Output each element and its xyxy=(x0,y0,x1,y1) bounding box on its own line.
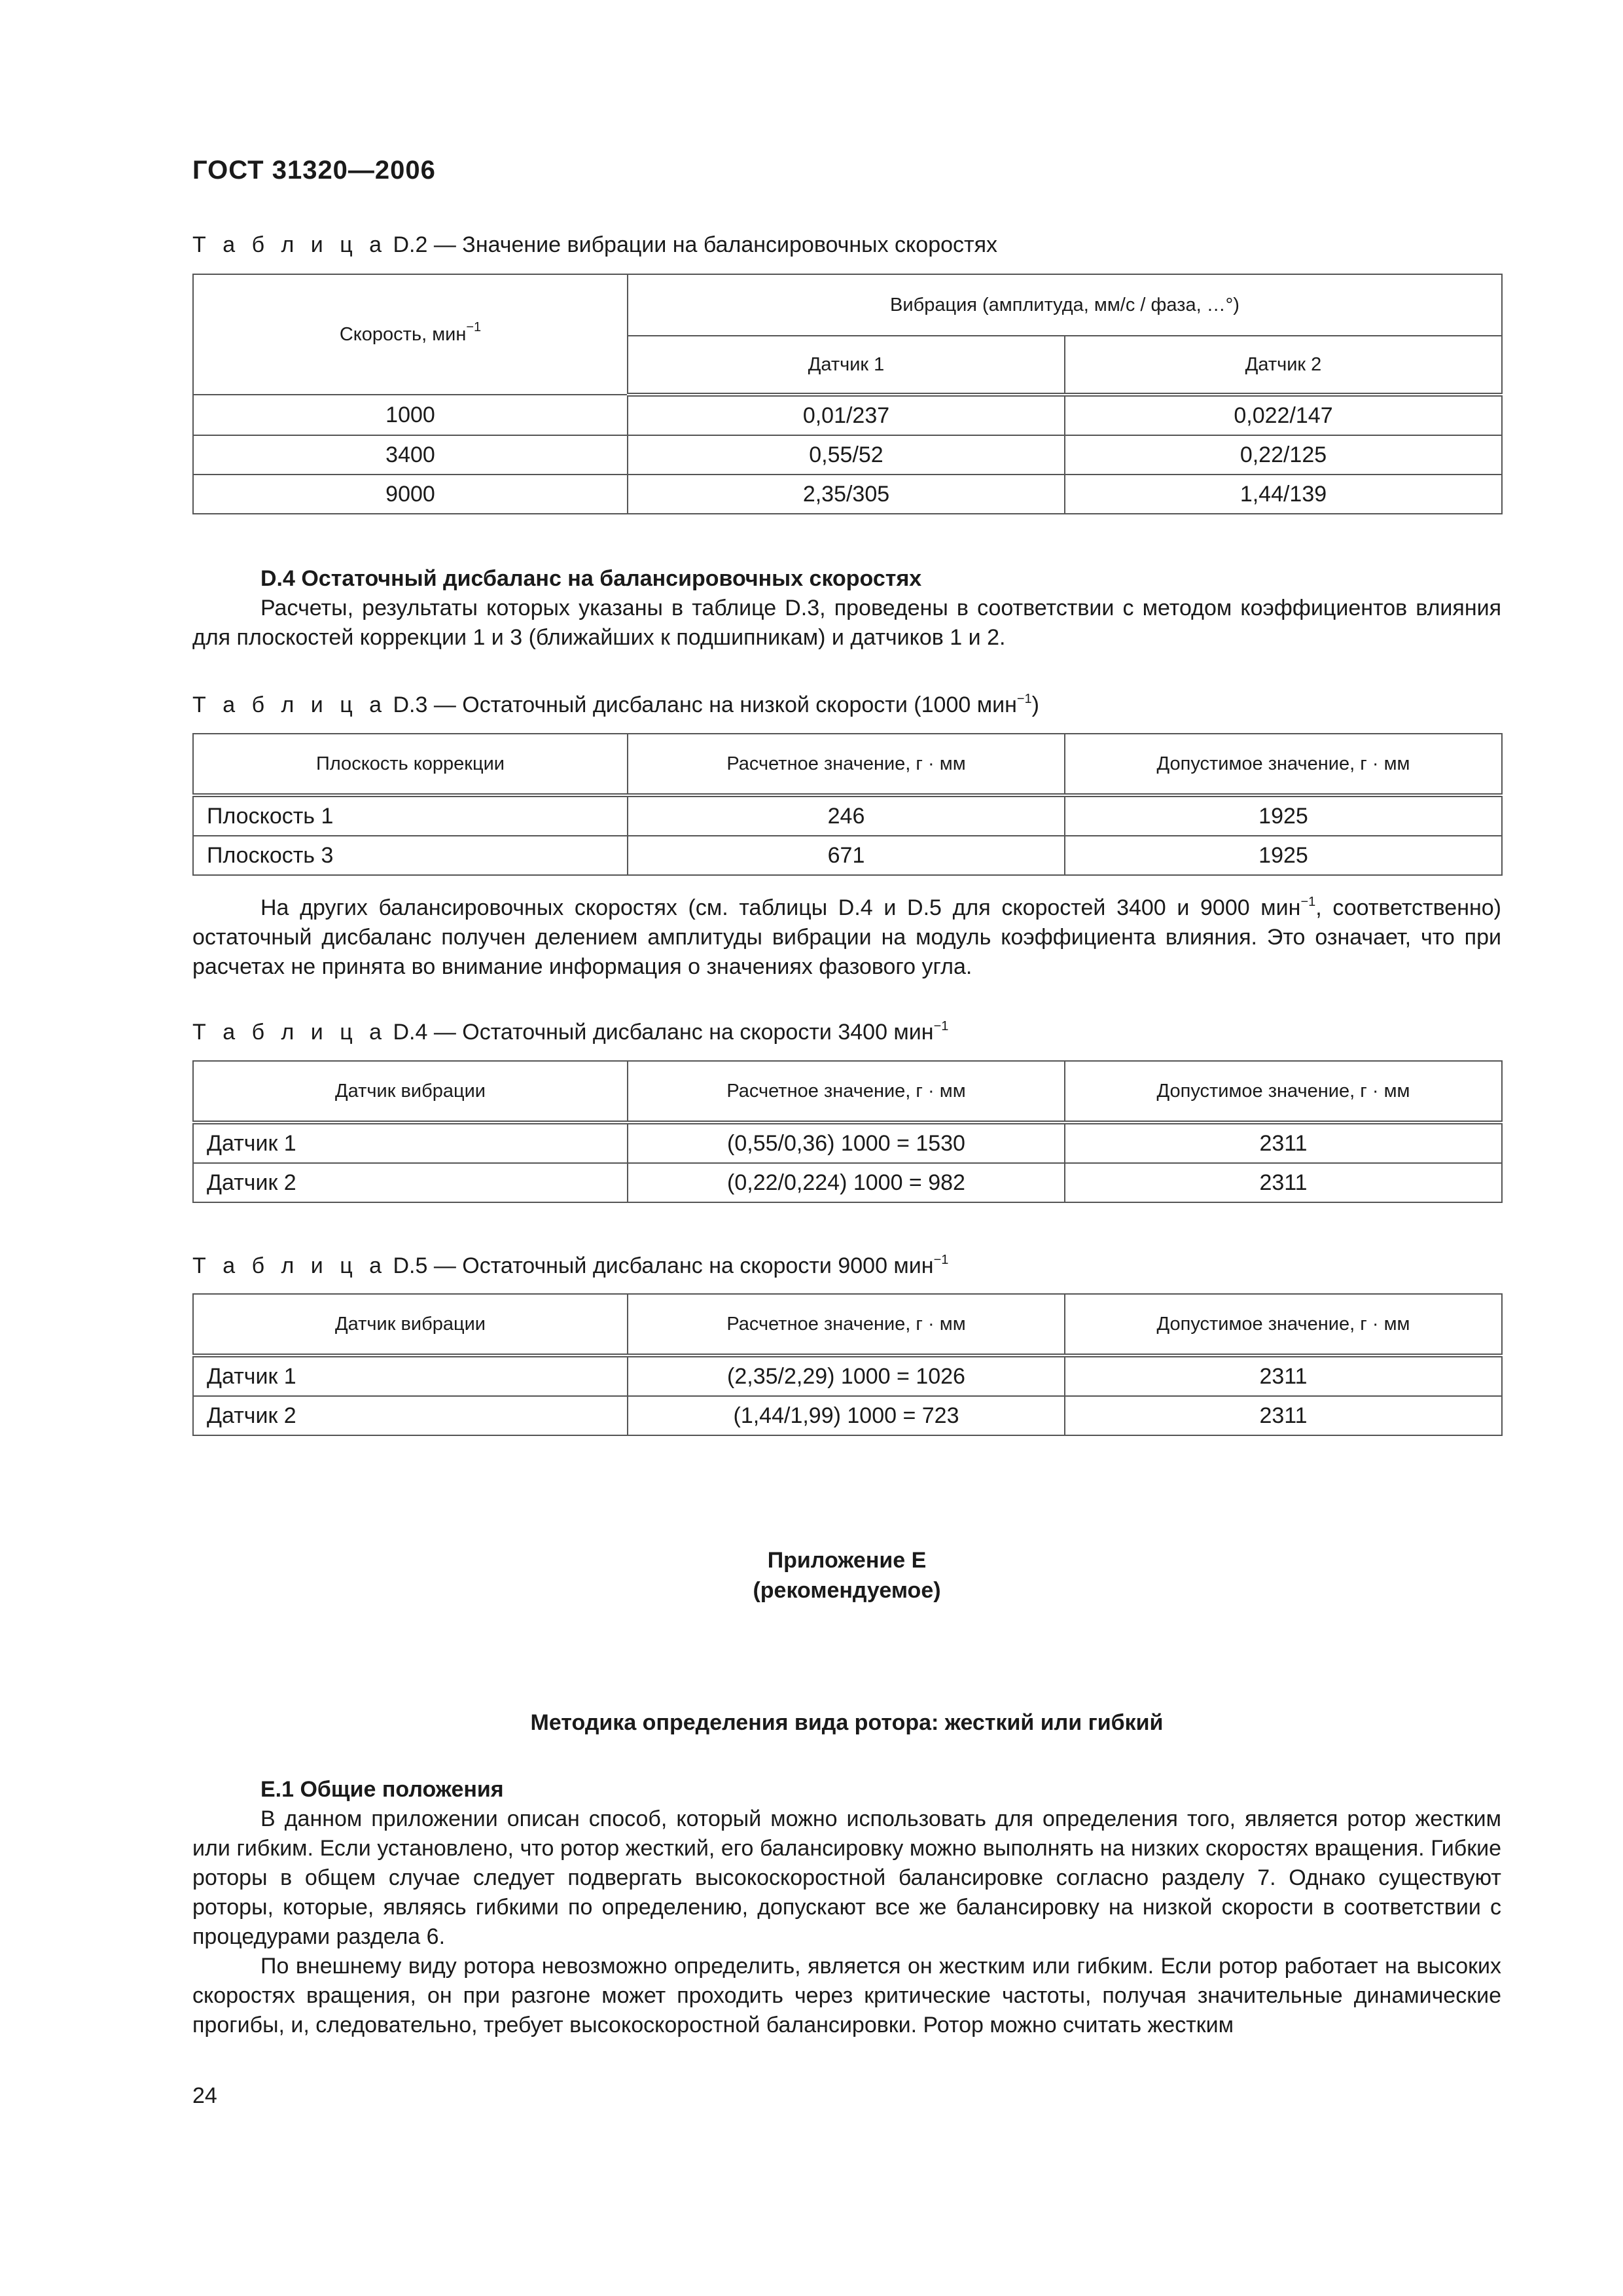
section-e1-paragraph-2: По внешнему виду ротора невозможно определить, является он жестким или гибким. Если ротор работает на высоких скоростях вращения, он при разгоне может проходить через критические частоты, получая значительные динамические прогибы, и, следовательно, требует высокоскоростной балансировки. Ротор можно считать жестким xyxy=(192,1954,1501,2037)
table-cell: 671 xyxy=(628,836,1065,875)
table-cell: 1000 xyxy=(193,395,628,435)
table-cell: 0,22/125 xyxy=(1065,435,1502,475)
table-cell: 2311 xyxy=(1065,1355,1502,1396)
table-d2-head-sensor1: Датчик 1 xyxy=(628,336,1065,395)
table-d3-caption-prefix: Т а б л и ц а xyxy=(192,692,387,717)
table-d4-caption-text: D.4 — Остаточный дисбаланс на скорости 3400 мин xyxy=(387,1020,934,1045)
table-cell: 1925 xyxy=(1065,836,1502,875)
table-row xyxy=(193,1163,1502,1202)
table-row xyxy=(193,395,1502,435)
table-d4-caption-prefix: Т а б л и ц а xyxy=(192,1020,387,1045)
table-d5-caption-sup: −1 xyxy=(933,1253,949,1267)
table-d5-head-allow: Допустимое значение, г · мм xyxy=(1065,1294,1502,1355)
table-d2-head-sensor2: Датчик 2 xyxy=(1065,336,1502,395)
table-d5-head-calc: Расчетное значение, г · мм xyxy=(628,1294,1065,1355)
table-cell: (0,22/0,224) 1000 = 982 xyxy=(628,1163,1065,1202)
table-row xyxy=(193,795,1502,836)
table-cell: (0,55/0,36) 1000 = 1530 xyxy=(628,1122,1065,1163)
table-d5 xyxy=(192,1293,1503,1436)
table-cell: 0,55/52 xyxy=(628,435,1065,475)
table-cell: 3400 xyxy=(193,435,628,475)
table-d4-head-calc: Расчетное значение, г · мм xyxy=(628,1061,1065,1122)
table-d4-head-allow: Допустимое значение, г · мм xyxy=(1065,1061,1502,1122)
table-d5-caption xyxy=(192,1251,1501,1281)
table-d5-caption-text: D.5 — Остаточный дисбаланс на скорости 9000 мин xyxy=(387,1253,934,1278)
appendix-title: Приложение Е xyxy=(767,1548,927,1573)
table-row xyxy=(193,435,1502,475)
table-cell: 0,022/147 xyxy=(1065,395,1502,435)
paragraph-other-speeds xyxy=(192,893,1501,982)
table-d3-caption xyxy=(192,691,1501,720)
paragraph-other-speeds-a: На других балансировочных скоростях (см. таблицы D.4 и D.5 для скоростей 3400 и 9000 мин xyxy=(260,895,1301,920)
table-cell: (1,44/1,99) 1000 = 723 xyxy=(628,1396,1065,1435)
document-code: ГОСТ 31320—2006 xyxy=(192,156,436,185)
table-row xyxy=(193,1122,1502,1163)
table-d5-caption-prefix: Т а б л и ц а xyxy=(192,1253,387,1278)
table-cell: Плоскость 3 xyxy=(193,836,628,875)
table-d4-head-sensor: Датчик вибрации xyxy=(193,1061,628,1122)
table-d3-head-calc: Расчетное значение, г · мм xyxy=(628,734,1065,795)
table-cell: 1,44/139 xyxy=(1065,475,1502,514)
table-cell: (2,35/2,29) 1000 = 1026 xyxy=(628,1355,1065,1396)
table-d2 xyxy=(192,274,1503,514)
table-cell: 9000 xyxy=(193,475,628,514)
table-d2-caption xyxy=(192,230,1501,260)
section-d4-text: Расчеты, результаты которых указаны в таблице D.3, проведены в соответствии с методом коэффициентов влияния для плоскостей коррекции 1 и 3 (ближайших к подшипникам) и датчиков 1 и 2. xyxy=(192,596,1501,650)
table-d5-head-sensor: Датчик вибрации xyxy=(193,1294,628,1355)
table-cell: 2311 xyxy=(1065,1396,1502,1435)
table-d4-caption-sup: −1 xyxy=(933,1019,949,1033)
table-row xyxy=(193,1355,1502,1396)
table-d3 xyxy=(192,733,1503,876)
table-d3-head-allow: Допустимое значение, г · мм xyxy=(1065,734,1502,795)
table-d4-caption xyxy=(192,1018,1501,1047)
section-d4 xyxy=(192,564,1501,653)
table-cell: 2311 xyxy=(1065,1122,1502,1163)
table-cell: Плоскость 1 xyxy=(193,795,628,836)
table-d2-caption-prefix: Т а б л и ц а xyxy=(192,232,387,257)
table-cell: 2311 xyxy=(1065,1163,1502,1202)
table-cell: 0,01/237 xyxy=(628,395,1065,435)
table-d2-head-speed-sup: −1 xyxy=(466,319,482,334)
table-cell: 1925 xyxy=(1065,795,1502,836)
table-row xyxy=(193,475,1502,514)
table-row xyxy=(193,836,1502,875)
table-row xyxy=(193,1396,1502,1435)
table-cell: Датчик 2 xyxy=(193,1396,628,1435)
table-d2-head-vibration: Вибрация (амплитуда, мм/с / фаза, …°) xyxy=(628,274,1502,336)
table-d3-caption-end: ) xyxy=(1031,692,1039,717)
table-d3-caption-text: D.3 — Остаточный дисбаланс на низкой скорости (1000 мин xyxy=(387,692,1017,717)
table-d3-head-plane: Плоскость коррекции xyxy=(193,734,628,795)
section-e1-title: Е.1 Общие положения xyxy=(260,1777,504,1802)
table-d2-head-speed: Скорость, мин$^{-1}$ xyxy=(193,274,628,395)
paragraph-other-speeds-b: , соответственно) остаточный дисбаланс получен делением амплитуды вибрации на модуль коэффициента влияния. Это означает, что при расчетах не принята во внимание информация о значениях фазового угла. xyxy=(192,895,1501,979)
section-d4-title: D.4 Остаточный дисбаланс на балансировочных скоростях xyxy=(260,566,922,591)
table-cell: 2,35/305 xyxy=(628,475,1065,514)
table-d2-caption-text: D.2 — Значение вибрации на балансировочных скоростях xyxy=(387,232,998,257)
section-e1-paragraph-1: В данном приложении описан способ, который можно использовать для определения того, является ротор жестким или гибким. Если установлено, что ротор жесткий, его балансировку можно выполнять на низких скоростях вращения. Гибкие роторы в общем случае следует подвергать высокоскоростной балансировке согласно разделу 7. Однако существуют роторы, которые, являясь гибкими по определению, допускают все же балансировку на низкой скорости в соответствии с процедурами раздела 6. xyxy=(192,1806,1501,1949)
table-d3-caption-sup: −1 xyxy=(1016,692,1032,706)
table-cell: Датчик 1 xyxy=(193,1355,628,1396)
appendix-subtitle: (рекомендуемое) xyxy=(753,1578,941,1603)
appendix-heading: Методика определения вида ротора: жесткий или гибкий xyxy=(530,1710,1164,1735)
section-e1 xyxy=(192,1775,1501,2040)
table-cell: 246 xyxy=(628,795,1065,836)
table-cell: Датчик 2 xyxy=(193,1163,628,1202)
paragraph-other-speeds-sup: −1 xyxy=(1300,895,1316,909)
table-cell: Датчик 1 xyxy=(193,1122,628,1163)
page-number: 24 xyxy=(192,2083,217,2108)
table-d4 xyxy=(192,1060,1503,1203)
